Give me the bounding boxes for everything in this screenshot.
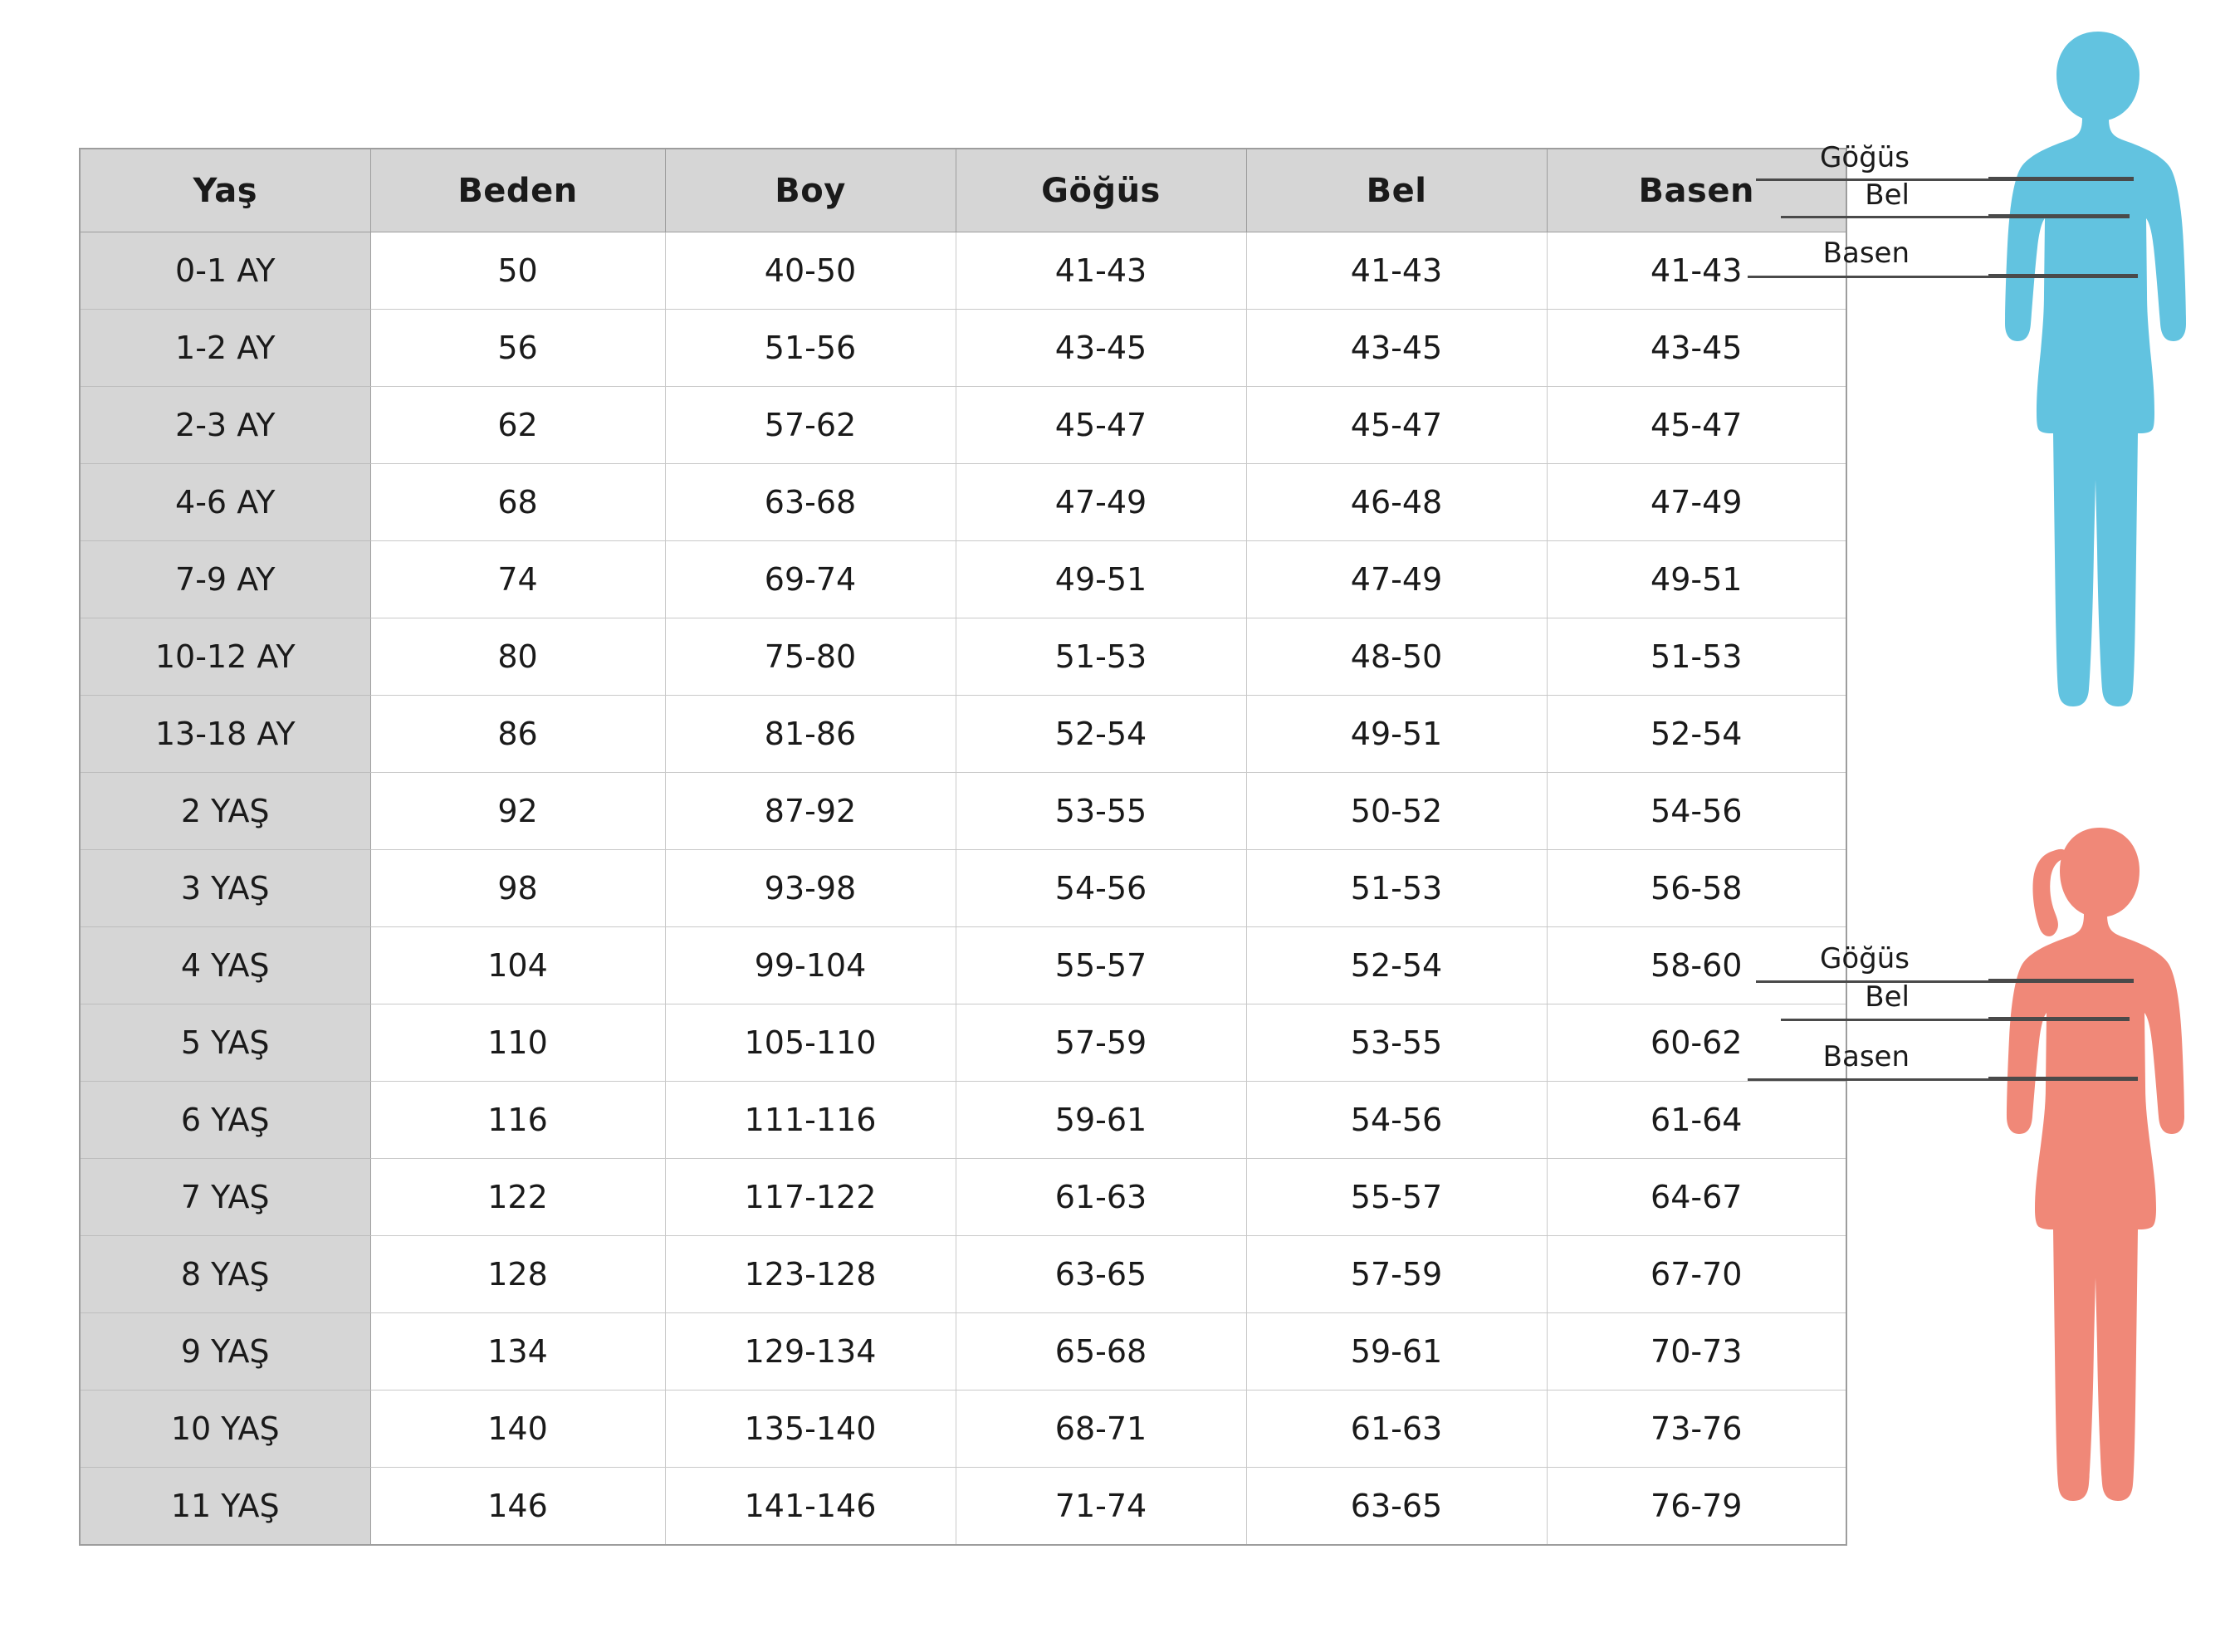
table-row bbox=[80, 1004, 1846, 1082]
cell-size: 74 bbox=[370, 541, 665, 618]
table-body bbox=[80, 232, 1846, 1546]
cell-size: 56 bbox=[370, 310, 665, 387]
cell-chest: 71-74 bbox=[956, 1468, 1246, 1546]
cell-age: 4-6 AY bbox=[80, 464, 370, 541]
cell-height: 63-68 bbox=[665, 464, 956, 541]
table-row bbox=[80, 1082, 1846, 1159]
cell-waist: 43-45 bbox=[1246, 310, 1547, 387]
cell-age: 11 YAŞ bbox=[80, 1468, 370, 1546]
cell-chest: 54-56 bbox=[956, 850, 1246, 927]
cell-height: 111-116 bbox=[665, 1082, 956, 1159]
cell-waist: 57-59 bbox=[1246, 1236, 1547, 1313]
girl-silhouette-icon bbox=[1973, 818, 2223, 1635]
girl-waist-leader bbox=[1781, 1019, 1988, 1021]
cell-chest: 57-59 bbox=[956, 1004, 1246, 1082]
cell-chest: 52-54 bbox=[956, 696, 1246, 773]
cell-waist: 59-61 bbox=[1246, 1313, 1547, 1391]
girl-figure bbox=[1820, 818, 2229, 1635]
figures-panel bbox=[1820, 0, 2229, 1652]
cell-height: 117-122 bbox=[665, 1159, 956, 1236]
cell-waist: 54-56 bbox=[1246, 1082, 1547, 1159]
column-header-height: Boy bbox=[665, 149, 956, 232]
cell-hip: 43-45 bbox=[1547, 310, 1846, 387]
cell-size: 92 bbox=[370, 773, 665, 850]
cell-hip: 64-67 bbox=[1547, 1159, 1846, 1236]
table-row bbox=[80, 1468, 1846, 1546]
boy-chest-label: Göğüs bbox=[1820, 141, 1910, 174]
cell-age: 8 YAŞ bbox=[80, 1236, 370, 1313]
cell-hip: 52-54 bbox=[1547, 696, 1846, 773]
cell-waist: 46-48 bbox=[1246, 464, 1547, 541]
cell-waist: 51-53 bbox=[1246, 850, 1547, 927]
boy-waist-leader bbox=[1781, 216, 1988, 218]
cell-chest: 41-43 bbox=[956, 232, 1246, 310]
girl-chest-rule bbox=[1988, 979, 2134, 983]
cell-size: 134 bbox=[370, 1313, 665, 1391]
cell-size: 116 bbox=[370, 1082, 665, 1159]
table-row bbox=[80, 618, 1846, 696]
cell-height: 40-50 bbox=[665, 232, 956, 310]
column-header-hip: Basen bbox=[1547, 149, 1846, 232]
cell-age: 7-9 AY bbox=[80, 541, 370, 618]
cell-waist: 52-54 bbox=[1246, 927, 1547, 1004]
cell-waist: 53-55 bbox=[1246, 1004, 1547, 1082]
cell-chest: 63-65 bbox=[956, 1236, 1246, 1313]
girl-hip-rule bbox=[1988, 1077, 2138, 1081]
cell-height: 135-140 bbox=[665, 1391, 956, 1468]
cell-size: 68 bbox=[370, 464, 665, 541]
cell-age: 6 YAŞ bbox=[80, 1082, 370, 1159]
table-header bbox=[80, 149, 1846, 232]
cell-chest: 45-47 bbox=[956, 387, 1246, 464]
cell-age: 2-3 AY bbox=[80, 387, 370, 464]
cell-age: 10-12 AY bbox=[80, 618, 370, 696]
cell-height: 123-128 bbox=[665, 1236, 956, 1313]
cell-chest: 55-57 bbox=[956, 927, 1246, 1004]
cell-age: 7 YAŞ bbox=[80, 1159, 370, 1236]
girl-waist-label: Bel bbox=[1865, 980, 1910, 1014]
boy-waist-rule bbox=[1988, 214, 2130, 218]
boy-hip-leader bbox=[1748, 276, 1988, 278]
table-row bbox=[80, 1313, 1846, 1391]
cell-height: 87-92 bbox=[665, 773, 956, 850]
cell-hip: 56-58 bbox=[1547, 850, 1846, 927]
cell-height: 69-74 bbox=[665, 541, 956, 618]
cell-hip: 76-79 bbox=[1547, 1468, 1846, 1546]
girl-chest-label: Göğüs bbox=[1820, 942, 1910, 975]
boy-waist-label: Bel bbox=[1865, 178, 1910, 212]
cell-size: 140 bbox=[370, 1391, 665, 1468]
cell-height: 81-86 bbox=[665, 696, 956, 773]
cell-waist: 48-50 bbox=[1246, 618, 1547, 696]
cell-size: 80 bbox=[370, 618, 665, 696]
cell-age: 1-2 AY bbox=[80, 310, 370, 387]
cell-age: 4 YAŞ bbox=[80, 927, 370, 1004]
size-table-container bbox=[79, 148, 1846, 1546]
cell-size: 146 bbox=[370, 1468, 665, 1546]
cell-hip: 73-76 bbox=[1547, 1391, 1846, 1468]
cell-chest: 47-49 bbox=[956, 464, 1246, 541]
cell-waist: 61-63 bbox=[1246, 1391, 1547, 1468]
cell-height: 99-104 bbox=[665, 927, 956, 1004]
boy-hip-label: Basen bbox=[1822, 237, 1910, 270]
table-row bbox=[80, 1159, 1846, 1236]
cell-age: 10 YAŞ bbox=[80, 1391, 370, 1468]
cell-waist: 45-47 bbox=[1246, 387, 1547, 464]
cell-age: 5 YAŞ bbox=[80, 1004, 370, 1082]
cell-height: 75-80 bbox=[665, 618, 956, 696]
cell-waist: 55-57 bbox=[1246, 1159, 1547, 1236]
cell-size: 86 bbox=[370, 696, 665, 773]
table-row bbox=[80, 464, 1846, 541]
cell-chest: 51-53 bbox=[956, 618, 1246, 696]
cell-waist: 63-65 bbox=[1246, 1468, 1547, 1546]
cell-age: 0-1 AY bbox=[80, 232, 370, 310]
boy-figure bbox=[1820, 25, 2229, 822]
cell-chest: 61-63 bbox=[956, 1159, 1246, 1236]
cell-hip: 61-64 bbox=[1547, 1082, 1846, 1159]
cell-hip: 58-60 bbox=[1547, 927, 1846, 1004]
cell-chest: 49-51 bbox=[956, 541, 1246, 618]
cell-hip: 49-51 bbox=[1547, 541, 1846, 618]
cell-age: 2 YAŞ bbox=[80, 773, 370, 850]
size-table bbox=[79, 148, 1847, 1546]
cell-chest: 53-55 bbox=[956, 773, 1246, 850]
cell-chest: 59-61 bbox=[956, 1082, 1246, 1159]
cell-hip: 67-70 bbox=[1547, 1236, 1846, 1313]
table-row bbox=[80, 1236, 1846, 1313]
boy-hip-rule bbox=[1988, 274, 2138, 278]
cell-waist: 41-43 bbox=[1246, 232, 1547, 310]
cell-hip: 45-47 bbox=[1547, 387, 1846, 464]
cell-hip: 41-43 bbox=[1547, 232, 1846, 310]
table-row bbox=[80, 696, 1846, 773]
table-row bbox=[80, 541, 1846, 618]
table-row bbox=[80, 850, 1846, 927]
cell-size: 50 bbox=[370, 232, 665, 310]
table-row bbox=[80, 232, 1846, 310]
cell-size: 62 bbox=[370, 387, 665, 464]
table-row bbox=[80, 310, 1846, 387]
cell-height: 93-98 bbox=[665, 850, 956, 927]
cell-size: 128 bbox=[370, 1236, 665, 1313]
girl-hip-label: Basen bbox=[1822, 1040, 1910, 1073]
table-row bbox=[80, 927, 1846, 1004]
table-row bbox=[80, 773, 1846, 850]
cell-height: 57-62 bbox=[665, 387, 956, 464]
cell-height: 105-110 bbox=[665, 1004, 956, 1082]
cell-hip: 54-56 bbox=[1547, 773, 1846, 850]
cell-height: 51-56 bbox=[665, 310, 956, 387]
boy-silhouette-icon bbox=[1973, 25, 2223, 822]
cell-hip: 60-62 bbox=[1547, 1004, 1846, 1082]
cell-chest: 65-68 bbox=[956, 1313, 1246, 1391]
cell-hip: 51-53 bbox=[1547, 618, 1846, 696]
girl-hip-leader bbox=[1748, 1078, 1988, 1081]
girl-waist-rule bbox=[1988, 1017, 2130, 1021]
column-header-chest: Göğüs bbox=[956, 149, 1246, 232]
cell-hip: 70-73 bbox=[1547, 1313, 1846, 1391]
cell-hip: 47-49 bbox=[1547, 464, 1846, 541]
column-header-waist: Bel bbox=[1246, 149, 1547, 232]
cell-waist: 50-52 bbox=[1246, 773, 1547, 850]
table-header-row bbox=[80, 149, 1846, 232]
cell-size: 110 bbox=[370, 1004, 665, 1082]
cell-chest: 68-71 bbox=[956, 1391, 1246, 1468]
cell-age: 9 YAŞ bbox=[80, 1313, 370, 1391]
cell-age: 13-18 AY bbox=[80, 696, 370, 773]
cell-waist: 47-49 bbox=[1246, 541, 1547, 618]
cell-height: 129-134 bbox=[665, 1313, 956, 1391]
boy-chest-rule bbox=[1988, 177, 2134, 181]
cell-size: 122 bbox=[370, 1159, 665, 1236]
column-header-age: Yaş bbox=[80, 149, 370, 232]
cell-chest: 43-45 bbox=[956, 310, 1246, 387]
column-header-size: Beden bbox=[370, 149, 665, 232]
cell-age: 3 YAŞ bbox=[80, 850, 370, 927]
cell-size: 98 bbox=[370, 850, 665, 927]
table-row bbox=[80, 387, 1846, 464]
cell-height: 141-146 bbox=[665, 1468, 956, 1546]
cell-size: 104 bbox=[370, 927, 665, 1004]
table-row bbox=[80, 1391, 1846, 1468]
cell-waist: 49-51 bbox=[1246, 696, 1547, 773]
